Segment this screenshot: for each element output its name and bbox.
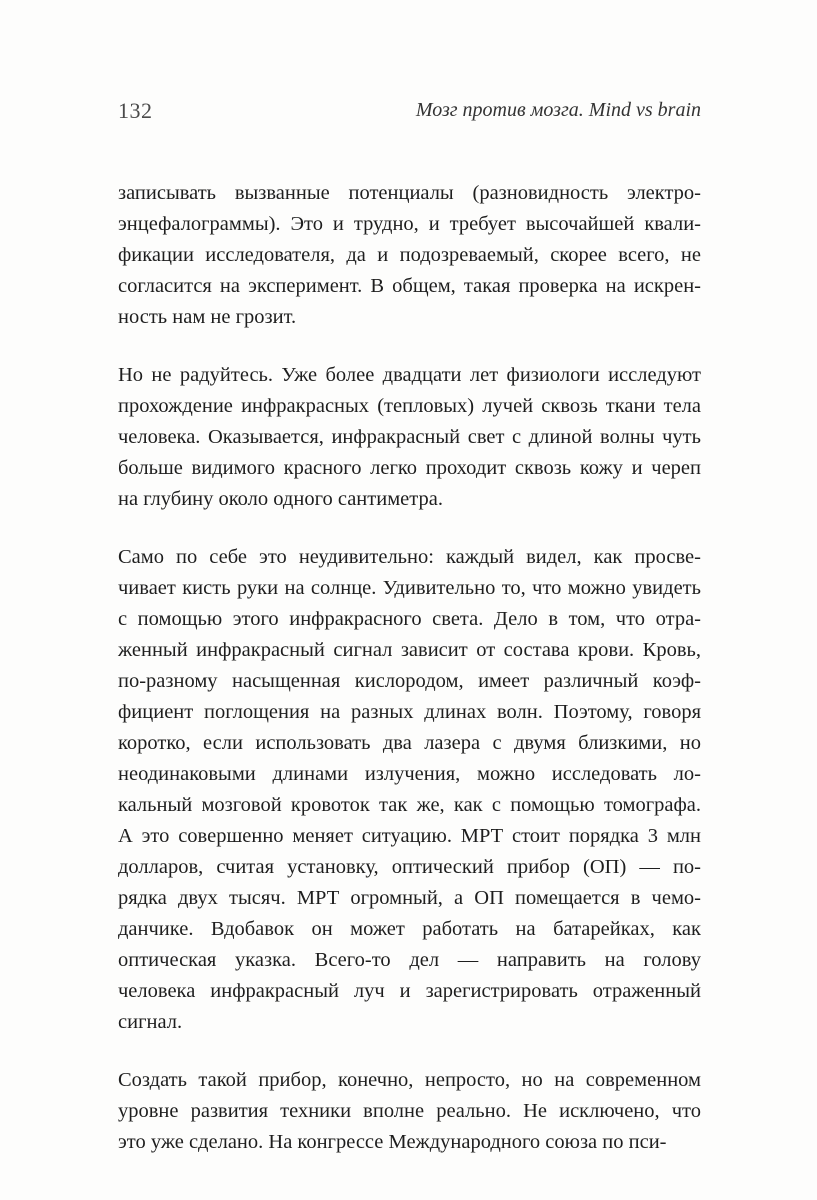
text-line: женный инфракрасный сигнал зависит от состава крови. Кровь,	[118, 639, 701, 661]
text-line: коротко, если использовать два лазера с двумя близкими, но	[118, 732, 701, 754]
text-line: неодинаковыми длинами излучения, можно исследовать ло-	[118, 763, 701, 785]
text-line: данчике. Вдобавок он может работать на батарейках, как	[118, 918, 701, 940]
text-line: Но не радуйтесь. Уже более двадцати лет физиологи исследуют	[118, 364, 701, 386]
text-line: больше видимого красного легко проходит сквозь кожу и череп	[118, 457, 701, 479]
paragraph	[118, 1065, 701, 1158]
text-line: человека инфракрасный луч и зарегистрировать отраженный	[118, 980, 701, 1002]
text-line: фициент поглощения на разных длинах волн. Поэтому, говоря	[118, 701, 701, 723]
text-line: по-разному насыщенная кислородом, имеет различный коэф-	[118, 670, 701, 692]
text-line: записывать вызванные потенциалы (разновидность электро-	[118, 182, 701, 204]
text-line: человека. Оказывается, инфракрасный свет с длиной волны чуть	[118, 426, 701, 448]
text-line: с помощью этого инфракрасного света. Дело в том, что отра-	[118, 608, 701, 630]
text-line: сигнал.	[118, 1011, 183, 1033]
text-line: Создать такой прибор, конечно, непросто, но на современном	[118, 1069, 701, 1091]
text-line: долларов, считая установку, оптический прибор (ОП) — по-	[118, 856, 701, 878]
running-head	[118, 98, 701, 128]
text-line: согласится на эксперимент. В общем, такая проверка на искрен-	[118, 275, 701, 297]
text-line: это уже сделано. На конгрессе Международного союза по пси-	[118, 1131, 667, 1153]
text-line: ность нам не грозит.	[118, 306, 297, 328]
text-line: Само по себе это неудивительно: каждый видел, как просве-	[118, 546, 701, 568]
text-line: уровне развития техники вполне реально. Не исключено, что	[118, 1100, 701, 1122]
text-line: оптическая указка. Всего-то дел — направить на голову	[118, 949, 701, 971]
paragraph	[118, 360, 701, 515]
text-line: кальный мозговой кровоток так же, как с помощью томографа.	[118, 794, 701, 816]
paragraph	[118, 178, 701, 333]
text-line: прохождение инфракрасных (тепловых) лучей сквозь ткани тела	[118, 395, 701, 417]
text-line: фикации исследователя, да и подозреваемый, скорее всего, не	[118, 244, 701, 266]
text-line: на глубину около одного сантиметра.	[118, 488, 443, 510]
text-line: А это совершенно меняет ситуацию. МРТ стоит порядка 3 млн	[118, 825, 701, 847]
text-line: энцефалограммы). Это и трудно, и требует высочайшей квали-	[118, 213, 701, 235]
text-line: рядка двух тысяч. МРТ огромный, а ОП помещается в чемо-	[118, 887, 701, 909]
page-number: 132	[118, 98, 153, 123]
paragraph	[118, 542, 701, 1038]
body-text	[118, 178, 701, 1185]
book-title: Мозг против мозга. Mind vs brain	[415, 99, 701, 121]
text-line: чивает кисть руки на солнце. Удивительно то, что можно увидеть	[118, 577, 701, 599]
